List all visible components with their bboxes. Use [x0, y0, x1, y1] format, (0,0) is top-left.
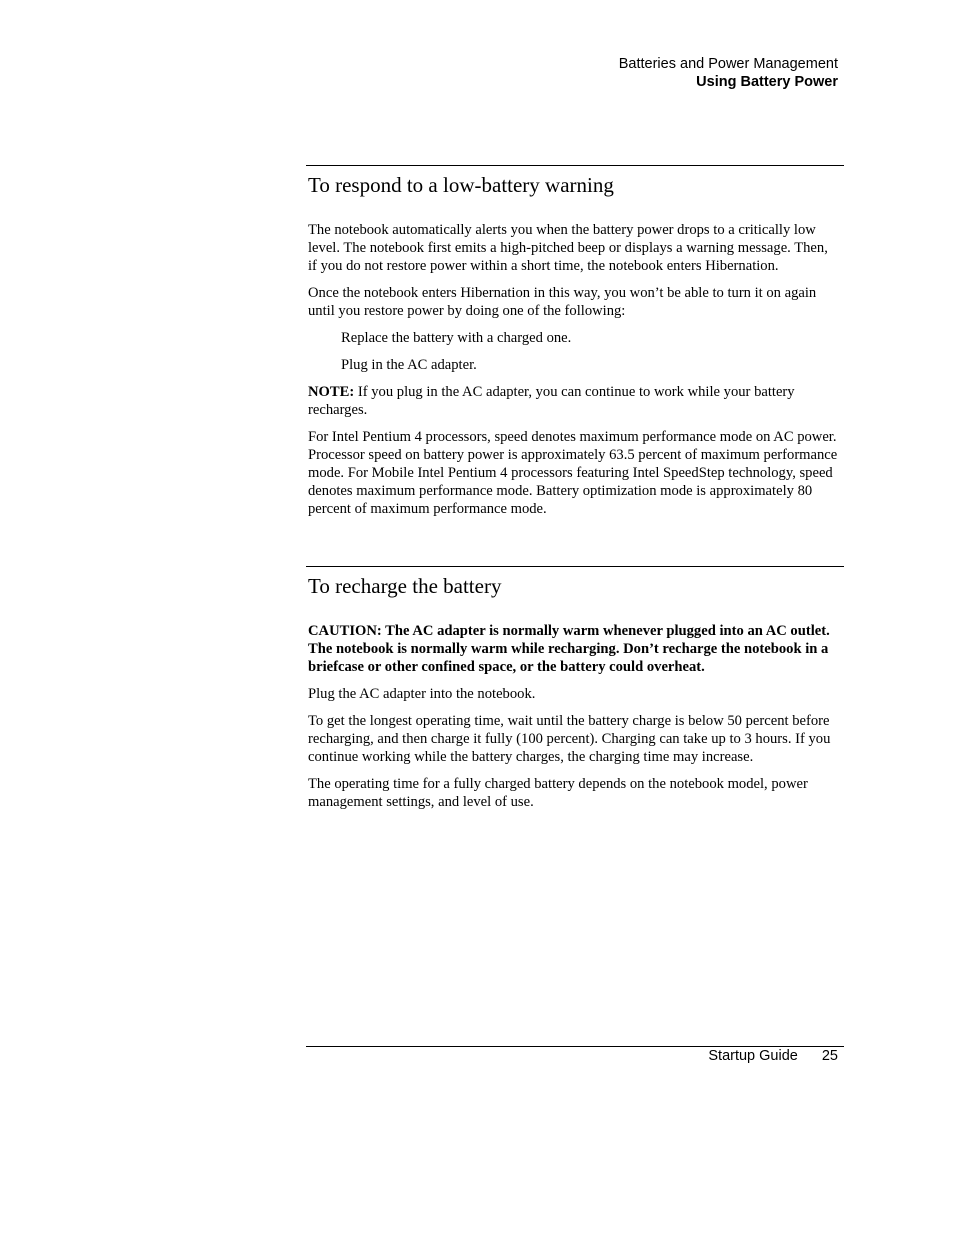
section-title: Using Battery Power [696, 74, 838, 90]
paragraph-operating-time: The operating time for a fully charged battery depends on the notebook model, power management settings, and level of use. [308, 776, 808, 810]
running-header [619, 55, 838, 91]
page-number: 25 [821, 1048, 838, 1064]
paragraph-processor-speed: For Intel Pentium 4 processors, speed denotes maximum performance mode on AC power. Processor speed on battery power is approximately 63.5 percent of maximum performance mode. For Mobile Intel Pentium 4 processors featuring Intel SpeedStep technology, speed denotes maximum performance mode. Battery optimization mode is approximately 80 percent of maximum performance mode. [308, 429, 838, 517]
list-item-replace-battery: Replace the battery with a charged one. [341, 330, 572, 346]
section-low-battery-body [308, 221, 838, 527]
paragraph-hibernation: Once the notebook enters Hibernation in this way, you won’t be able to turn it on again until you restore power by doing one of the following: [308, 285, 817, 319]
page-footer [708, 1047, 838, 1065]
paragraph-alert: The notebook automatically alerts you when the battery power drops to a critically low level. The notebook first emits a high-pitched beep or displays a warning message. Then, if you do not restore power within a short time, the notebook enters Hibernation. [308, 222, 828, 274]
note-paragraph [308, 383, 838, 419]
heading-recharge: To recharge the battery [308, 574, 502, 598]
paragraph-longest-time: To get the longest operating time, wait until the battery charge is below 50 percent before recharging, and then charge it fully (100 percent). Charging can take up to 3 hours. If you continue working while the battery charges, the charging time may increase. [308, 713, 831, 765]
section-divider-2 [306, 566, 844, 567]
list-item-plug-adapter: Plug in the AC adapter. [341, 357, 477, 373]
heading-low-battery: To respond to a low-battery warning [308, 173, 614, 197]
section-recharge-body [308, 622, 838, 820]
paragraph-plug-adapter: Plug the AC adapter into the notebook. [308, 686, 536, 702]
chapter-title: Batteries and Power Management [618, 56, 838, 72]
section-divider-1 [306, 165, 844, 166]
note-text: If you plug in the AC adapter, you can continue to work while your battery recharges. [308, 384, 795, 418]
caution-paragraph: CAUTION: The AC adapter is normally warm whenever plugged into an AC outlet. The notebook is normally warm while recharging. Don’t recharge the notebook in a briefcase or other confined space, or the battery could overheat. [308, 623, 830, 675]
note-label: NOTE: [308, 384, 355, 400]
footer-guide-title: Startup Guide [708, 1048, 798, 1064]
